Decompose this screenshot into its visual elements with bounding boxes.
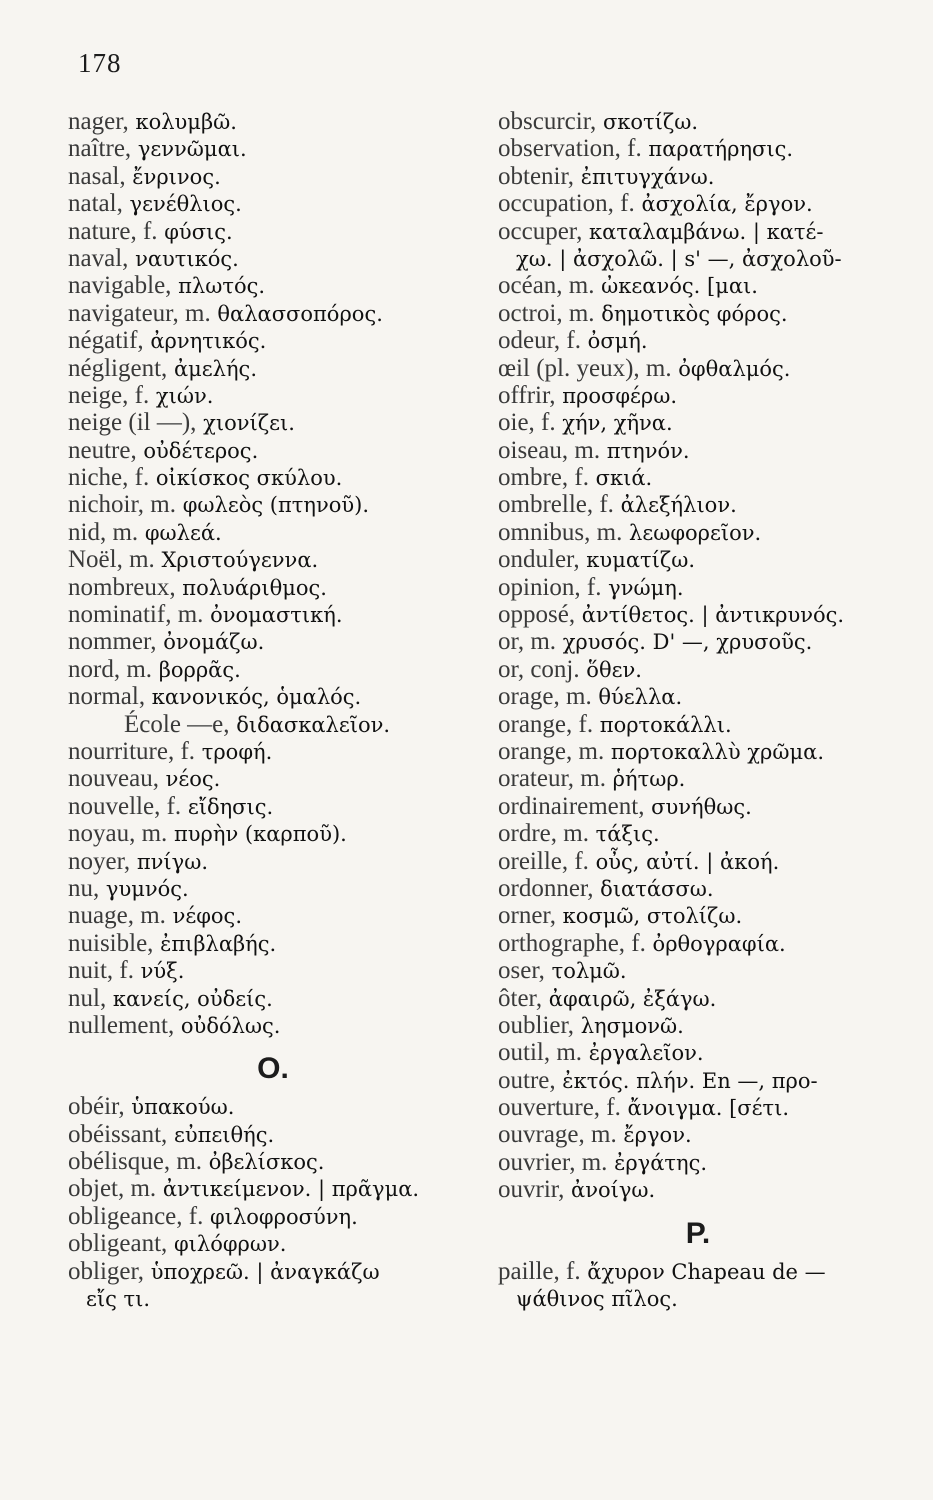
- greek-translation: φύσις.: [157, 219, 233, 244]
- french-headword: obtenir,: [498, 162, 575, 190]
- french-headword: nord, m.: [68, 655, 153, 683]
- greek-translation: πτηνόν.: [600, 438, 690, 463]
- greek-translation: γενέθλιος.: [122, 192, 242, 217]
- french-headword: octroi, m.: [498, 299, 595, 327]
- greek-translation: φιλόφρων.: [167, 1232, 287, 1257]
- dictionary-entry: [68, 1175, 478, 1202]
- french-headword: or, conj.: [498, 655, 580, 683]
- greek-translation: τάξις.: [588, 822, 660, 847]
- greek-translation: ὀνομάζω.: [156, 630, 265, 655]
- french-headword: ôter,: [498, 984, 543, 1012]
- greek-translation: θαλασσοπόρος.: [210, 301, 383, 326]
- french-headword: ombrelle, f.: [498, 491, 614, 519]
- greek-translation: χω. | ἀσχολῶ. | s' —, ἀσχολοῦ-: [516, 246, 842, 271]
- greek-translation: ὀρθογραφία.: [645, 931, 786, 956]
- greek-translation: ἄχυρον Chapeau de —: [580, 1259, 826, 1284]
- greek-translation: φωλεά.: [138, 520, 222, 545]
- greek-translation: γεννῶμαι.: [131, 137, 247, 162]
- dictionary-entry: [498, 601, 898, 628]
- greek-translation: ῥήτωρ.: [605, 767, 686, 792]
- french-headword: naval,: [68, 244, 129, 272]
- greek-translation: νέφος.: [165, 904, 242, 929]
- french-headword: neige, f.: [68, 381, 150, 409]
- dictionary-entry: [498, 546, 898, 573]
- section-letter: O.: [257, 1052, 289, 1086]
- greek-translation: χήν, χῆνα.: [555, 411, 673, 436]
- french-headword: opinion, f.: [498, 573, 602, 601]
- greek-translation: ναυτικός.: [128, 246, 239, 271]
- greek-translation: πολυάριθμος.: [175, 575, 327, 600]
- page-number: 178: [78, 48, 122, 78]
- dictionary-entry: [68, 820, 478, 847]
- french-headword: ouverture, f.: [498, 1094, 621, 1122]
- dictionary-entry: [498, 190, 898, 217]
- greek-translation: βορρᾶς.: [152, 657, 241, 682]
- dictionary-entry: [68, 218, 478, 245]
- dictionary-entry: [68, 574, 478, 601]
- dictionary-entry: [498, 848, 898, 875]
- greek-translation: τολμῶ.: [544, 959, 627, 984]
- french-headword: nasal,: [68, 162, 126, 190]
- french-headword: orage, m.: [498, 683, 592, 711]
- french-headword: orange, f.: [498, 710, 594, 738]
- greek-translation: ἐργάτης.: [607, 1150, 708, 1175]
- dictionary-entry: [68, 546, 478, 573]
- french-headword: natal,: [68, 190, 123, 218]
- dictionary-entry: [498, 382, 898, 409]
- greek-translation: εἴς τι.: [86, 1287, 151, 1312]
- french-headword: oiseau, m.: [498, 436, 601, 464]
- greek-translation: νέος.: [158, 767, 221, 792]
- greek-translation: φιλοφροσύνη.: [203, 1204, 358, 1229]
- french-headword: négatif,: [68, 327, 144, 355]
- french-headword: négligent,: [68, 354, 168, 382]
- greek-translation: σκιά.: [588, 466, 653, 491]
- dictionary-entry: [68, 1148, 478, 1175]
- greek-translation: οὖς, αὐτί. | ἀκοή.: [588, 849, 780, 874]
- french-headword: omnibus, m.: [498, 518, 623, 546]
- greek-translation: Χριστούγεννα.: [154, 548, 319, 573]
- french-headword: occuper,: [498, 217, 583, 245]
- french-headword: Noël, m.: [68, 546, 155, 574]
- french-headword: ouvrier, m.: [498, 1148, 608, 1176]
- french-headword: oie, f.: [498, 409, 556, 437]
- greek-translation: νύξ.: [133, 959, 185, 984]
- dictionary-entry: [498, 218, 898, 245]
- greek-translation: χιονίζει.: [196, 411, 295, 436]
- french-headword: orateur, m.: [498, 765, 606, 793]
- greek-translation: δημοτικὸς φόρος.: [594, 301, 788, 326]
- french-headword: nager,: [68, 108, 129, 135]
- french-headword: nuit, f.: [68, 957, 134, 985]
- dictionary-entry: [498, 300, 898, 327]
- greek-translation: ἀρνητικός.: [143, 329, 267, 354]
- greek-translation: σκοτίζω.: [596, 110, 699, 134]
- dictionary-entry: [498, 163, 898, 190]
- french-headword: ordre, m.: [498, 820, 589, 848]
- dictionary-entry: [498, 683, 898, 710]
- dictionary-entry: [68, 711, 478, 738]
- french-headword: nature, f.: [68, 217, 158, 245]
- french-headword: outil, m.: [498, 1039, 583, 1067]
- french-headword: or, m.: [498, 628, 557, 656]
- french-headword: obliger,: [68, 1257, 145, 1285]
- greek-translation: κοσμῶ, στολίζω.: [556, 904, 743, 929]
- french-headword: ouvrage, m.: [498, 1121, 617, 1149]
- greek-translation: οὐδέτερος.: [136, 438, 259, 463]
- greek-translation: διατάσσω.: [593, 876, 714, 901]
- greek-translation: ὑποχρεῶ. | ἀναγκάζω: [144, 1259, 380, 1284]
- dictionary-entry: [68, 601, 478, 628]
- dictionary-entry: [68, 135, 478, 162]
- french-headword: navigateur, m.: [68, 299, 211, 327]
- french-headword: observation, f.: [498, 135, 642, 163]
- dictionary-entry: [498, 1067, 898, 1094]
- dictionary-entry: [498, 711, 898, 738]
- dictionary-entry: [498, 1012, 898, 1039]
- dictionary-entry: [498, 108, 898, 135]
- french-headword: onduler,: [498, 546, 580, 574]
- dictionary-entry: [68, 1012, 478, 1039]
- greek-translation: θύελλα.: [591, 685, 683, 710]
- french-headword: occupation, f.: [498, 190, 635, 218]
- greek-translation: ἐπιβλαβής.: [153, 931, 277, 956]
- dictionary-entry: [68, 272, 478, 299]
- french-headword: naître,: [68, 135, 132, 163]
- french-headword: ombre, f.: [498, 464, 589, 492]
- dictionary-entry: [498, 245, 898, 272]
- french-headword: nichoir, m.: [68, 491, 177, 519]
- french-headword: obéir,: [68, 1093, 125, 1121]
- dictionary-entry: [498, 656, 898, 683]
- dictionary-entry: [498, 957, 898, 984]
- dictionary-entry: [498, 574, 898, 601]
- french-headword: paille, f.: [498, 1257, 581, 1285]
- dictionary-entry: [498, 327, 898, 354]
- dictionary-entry: [68, 355, 478, 382]
- french-headword: nombreux,: [68, 573, 176, 601]
- greek-translation: γυμνός.: [99, 876, 189, 901]
- greek-translation: ἔργον.: [616, 1123, 692, 1148]
- french-headword: noyau, m.: [68, 820, 168, 848]
- greek-translation: ἀντικείμενον. | πρᾶγμα.: [156, 1177, 420, 1202]
- dictionary-entry: [498, 793, 898, 820]
- french-headword: offrir,: [498, 381, 556, 409]
- greek-translation: γνώμη.: [601, 575, 684, 600]
- french-headword: niche, f.: [68, 464, 150, 492]
- dictionary-entry: [498, 1039, 898, 1066]
- greek-translation: ἔνρινος.: [125, 164, 221, 189]
- dictionary-entry: [498, 1258, 898, 1285]
- dictionary-entry: [68, 245, 478, 272]
- greek-translation: συνήθως.: [644, 794, 752, 819]
- dictionary-entry: [68, 628, 478, 655]
- dictionary-entry: [498, 765, 898, 792]
- dictionary-entry: [68, 1093, 478, 1120]
- dictionary-entry: [498, 738, 898, 765]
- french-headword: nommer,: [68, 628, 157, 656]
- french-headword: neutre,: [68, 436, 137, 464]
- dictionary-entry: [68, 327, 478, 354]
- dictionary-entry: [498, 1176, 898, 1203]
- french-headword: nuisible,: [68, 929, 154, 957]
- greek-translation: ἀσχολία, ἔργον.: [634, 192, 813, 217]
- dictionary-entry: [68, 875, 478, 902]
- french-headword: nul,: [68, 984, 107, 1012]
- dictionary-entry: [68, 1258, 478, 1285]
- greek-translation: χρυσός. D' —, χρυσοῦς.: [556, 630, 813, 655]
- french-headword: navigable,: [68, 272, 172, 300]
- greek-translation: ὀνομαστική.: [203, 603, 343, 628]
- greek-translation: ἀνοίγω.: [564, 1178, 656, 1203]
- french-headword: oser,: [498, 957, 545, 985]
- dictionary-entry: [498, 1094, 898, 1121]
- greek-translation: ὀβελίσκος.: [202, 1150, 325, 1175]
- french-headword: normal,: [68, 683, 146, 711]
- greek-translation: προσφέρω.: [555, 383, 678, 408]
- dictionary-entry: [68, 683, 478, 710]
- french-headword: oreille, f.: [498, 847, 589, 875]
- greek-translation: κανείς, οὐδείς.: [106, 986, 273, 1011]
- dictionary-entry: [498, 985, 898, 1012]
- greek-translation: ὀσμή.: [581, 329, 648, 354]
- greek-translation: πνίγω.: [130, 849, 208, 874]
- french-headword: orthographe, f.: [498, 929, 646, 957]
- dictionary-entry: [68, 300, 478, 327]
- dictionary-entry: [498, 464, 898, 491]
- french-headword: œil (pl. yeux), m.: [498, 354, 672, 382]
- french-headword: École —e,: [124, 710, 230, 738]
- greek-translation: οἰκίσκος σκύλου.: [149, 466, 343, 491]
- dictionary-entry: [498, 519, 898, 546]
- dictionary-entry: [68, 765, 478, 792]
- greek-translation: ὑπακούω.: [124, 1095, 235, 1120]
- greek-translation: λεωφορεῖον.: [622, 520, 762, 545]
- french-headword: nuage, m.: [68, 902, 166, 930]
- dictionary-entry: [68, 491, 478, 518]
- french-headword: nu,: [68, 874, 100, 902]
- greek-translation: κανονικός, ὁμαλός.: [145, 685, 362, 710]
- greek-translation: ἐργαλεῖον.: [582, 1041, 704, 1066]
- dictionary-entry: [498, 930, 898, 957]
- greek-translation: ἐκτός. πλήν. En —, προ-: [555, 1068, 818, 1093]
- dictionary-entry: [498, 820, 898, 847]
- dictionary-entry: [68, 930, 478, 957]
- french-headword: nouveau,: [68, 765, 159, 793]
- french-headword: nouvelle, f.: [68, 792, 182, 820]
- dictionary-entry: [498, 628, 898, 655]
- dictionary-entry: [68, 957, 478, 984]
- greek-translation: κυματίζω.: [579, 548, 696, 573]
- french-headword: outre,: [498, 1066, 556, 1094]
- greek-translation: παρατήρησις.: [641, 137, 794, 162]
- greek-translation: κολυμβῶ.: [128, 110, 237, 134]
- dictionary-entry: [498, 1149, 898, 1176]
- french-headword: neige (il —),: [68, 409, 197, 437]
- dictionary-entry: [68, 985, 478, 1012]
- french-headword: ouvrir,: [498, 1176, 565, 1204]
- dictionary-entry: [498, 1121, 898, 1148]
- dictionary-entry: [68, 464, 478, 491]
- greek-translation: ὀφθαλμός.: [671, 356, 791, 381]
- greek-translation: καταλαμβάνω. | κατέ-: [582, 219, 824, 244]
- dictionary-entry: [68, 437, 478, 464]
- dictionary-entry: [498, 272, 898, 299]
- dictionary-entry: [68, 1285, 478, 1312]
- greek-translation: πλωτός.: [171, 274, 266, 299]
- dictionary-entry: [68, 409, 478, 436]
- greek-translation: εἴδησις.: [181, 794, 274, 819]
- french-headword: océan, m.: [498, 272, 595, 300]
- greek-translation: ἄνοιγμα. [σέτι.: [620, 1096, 790, 1121]
- greek-translation: ἀντίθετος. | ἀντικρυνός.: [575, 603, 845, 628]
- french-headword: obligeance, f.: [68, 1202, 204, 1230]
- french-headword: ordonner,: [498, 874, 594, 902]
- french-headword: nullement,: [68, 1011, 175, 1039]
- greek-translation: πορτοκαλλὺ χρῶμα.: [604, 739, 825, 764]
- dictionary-entry: [68, 1230, 478, 1257]
- greek-translation: οὐδόλως.: [174, 1013, 281, 1038]
- greek-translation: ψάθινος πῖλος.: [516, 1287, 678, 1312]
- dictionary-entry: [68, 902, 478, 929]
- dictionary-entry: [498, 902, 898, 929]
- greek-translation: φωλεὸς (πτηνοῦ).: [176, 493, 370, 518]
- section-letter: P.: [685, 1216, 711, 1250]
- french-headword: orner,: [498, 902, 556, 930]
- dictionary-entry: [498, 355, 898, 382]
- greek-translation: διδασκαλεῖον.: [229, 712, 391, 737]
- french-headword: obéissant,: [68, 1120, 168, 1148]
- greek-translation: ὠκεανός. [μαι.: [594, 274, 758, 299]
- greek-translation: ὅθεν.: [579, 657, 642, 682]
- dictionary-entry: [68, 656, 478, 683]
- greek-translation: ἐπιτυγχάνω.: [574, 164, 715, 189]
- french-headword: nourriture, f.: [68, 737, 196, 765]
- french-headword: noyer,: [68, 847, 131, 875]
- dictionary-entry: [68, 1203, 478, 1230]
- left-column: [68, 108, 478, 1312]
- french-headword: opposé,: [498, 601, 576, 629]
- greek-translation: χιών.: [149, 383, 214, 408]
- greek-translation: λησμονῶ.: [574, 1013, 684, 1038]
- dictionary-entry: [68, 519, 478, 546]
- dictionary-entry: [68, 738, 478, 765]
- dictionary-entry: [68, 1121, 478, 1148]
- dictionary-entry: [68, 163, 478, 190]
- french-headword: obscurcir,: [498, 108, 597, 135]
- dictionary-entry: [498, 491, 898, 518]
- dictionary-entry: [68, 382, 478, 409]
- french-headword: nid, m.: [68, 518, 139, 546]
- dictionary-entry: [68, 108, 478, 135]
- french-headword: obélisque, m.: [68, 1148, 203, 1176]
- greek-translation: τροφή.: [195, 739, 273, 764]
- french-headword: oublier,: [498, 1011, 575, 1039]
- greek-translation: εὐπειθής.: [167, 1122, 275, 1147]
- dictionary-entry: [68, 848, 478, 875]
- greek-translation: ἀμελής.: [167, 356, 257, 381]
- french-headword: obligeant,: [68, 1230, 168, 1258]
- dictionary-entry: [498, 875, 898, 902]
- french-headword: odeur, f.: [498, 327, 581, 355]
- greek-translation: ἀλεξήλιον.: [613, 493, 737, 518]
- dictionary-entry: [68, 190, 478, 217]
- dictionary-entry: [498, 135, 898, 162]
- right-column: [498, 108, 898, 1312]
- dictionary-entry: [68, 793, 478, 820]
- greek-translation: ἀφαιρῶ, ἐξάγω.: [542, 986, 717, 1011]
- french-headword: objet, m.: [68, 1175, 157, 1203]
- dictionary-entry: [498, 437, 898, 464]
- greek-translation: πυρὴν (καρποῦ).: [167, 822, 347, 847]
- french-headword: nominatif, m.: [68, 601, 204, 629]
- dictionary-entry: [498, 409, 898, 436]
- french-headword: ordinairement,: [498, 792, 645, 820]
- dictionary-entry: [498, 1285, 898, 1312]
- french-headword: orange, m.: [498, 737, 605, 765]
- greek-translation: πορτοκάλλι.: [593, 712, 732, 737]
